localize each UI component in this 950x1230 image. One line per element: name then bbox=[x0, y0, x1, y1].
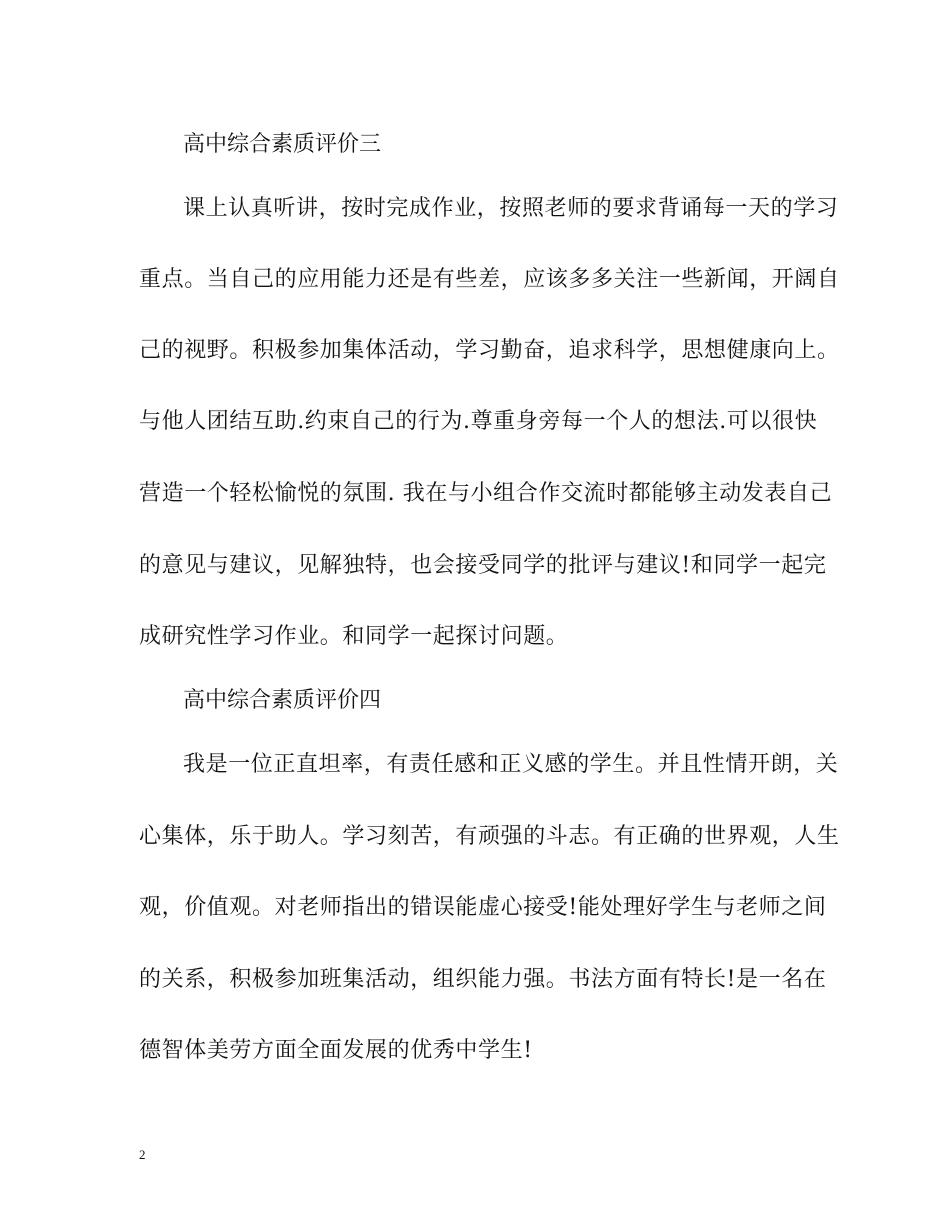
paragraph-line: 课上认真听讲，按时完成作业，按照老师的要求背诵每一天的学习 bbox=[183, 196, 839, 221]
paragraph-line: 心集体，乐于助人。学习刻苦，有顽强的斗志。有正确的世界观，人生 bbox=[139, 824, 840, 849]
page-number: 2 bbox=[139, 1147, 146, 1162]
paragraph-line: 的意见与建议，见解独特，也会接受同学的批评与建议!和同学一起完 bbox=[139, 553, 827, 578]
paragraph-line: 重点。当自己的应用能力还是有些差，应该多多关注一些新闻，开阔自 bbox=[139, 267, 840, 292]
paragraph-line: 成研究性学习作业。和同学一起探讨问题。 bbox=[139, 624, 569, 649]
paragraph-line: 我是一位正直坦率，有责任感和正义感的学生。并且性情开朗，关 bbox=[183, 752, 839, 777]
section-heading: 高中综合素质评价四 bbox=[183, 688, 382, 713]
paragraph-line: 营造一个轻松愉悦的氛围. 我在与小组合作交流时都能够主动发表自己 bbox=[139, 481, 833, 506]
paragraph-line: 的关系，积极参加班集活动，组织能力强。书法方面有特长!是一名在 bbox=[139, 967, 827, 992]
paragraph-line: 己的视野。积极参加集体活动，学习勤奋，追求科学，思想健康向上。 bbox=[139, 338, 840, 363]
paragraph-line: 德智体美劳方面全面发展的优秀中学生! bbox=[139, 1038, 533, 1063]
section-heading: 高中综合素质评价三 bbox=[183, 132, 382, 157]
paragraph-line: 观，价值观。对老师指出的错误能虚心接受!能处理好学生与老师之间 bbox=[139, 895, 827, 920]
paragraph-line: 与他人团结互助.约束自己的行为.尊重身旁每一个人的想法.可以很快 bbox=[139, 409, 818, 434]
